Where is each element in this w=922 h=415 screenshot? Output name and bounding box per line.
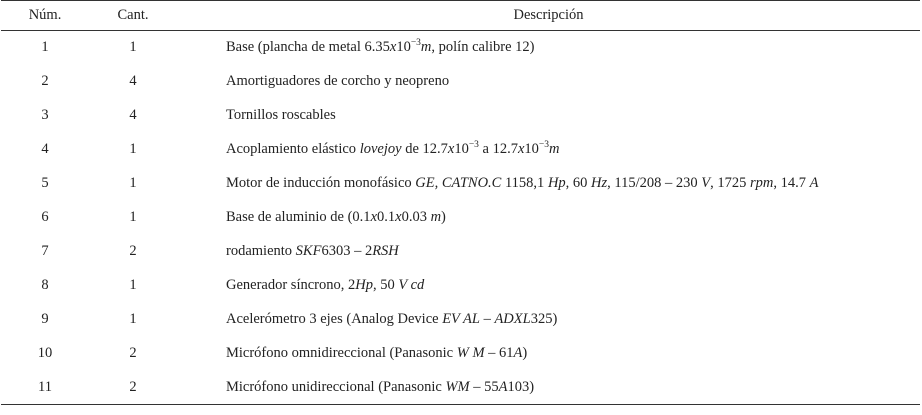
- row-number: 7: [41, 243, 49, 259]
- row-quantity: 1: [129, 209, 137, 225]
- description-superscript: −3: [538, 140, 550, 151]
- row-description: [177, 269, 920, 303]
- description-segment: , 115/208 – 230: [607, 175, 702, 191]
- description-segment: 10: [524, 141, 539, 157]
- description-segment: , 50: [372, 277, 399, 293]
- table-row: [1, 337, 920, 371]
- row-quantity: 2: [89, 371, 177, 405]
- description-superscript: −3: [468, 140, 479, 151]
- description-segment: Generador síncrono, 2: [226, 277, 356, 293]
- table-row: [1, 65, 920, 99]
- row-number: 11: [1, 371, 89, 405]
- row-description: [177, 31, 920, 65]
- row-description: [177, 99, 920, 133]
- description-segment: – 61: [484, 345, 514, 361]
- row-description: [177, 337, 920, 371]
- header-num: Núm.: [1, 1, 89, 31]
- description-segment: rodamiento: [226, 243, 296, 259]
- row-description: [177, 167, 920, 201]
- description-segment: A: [809, 175, 819, 191]
- description-segment: ADXL: [494, 311, 531, 327]
- description-segment: m: [420, 39, 432, 56]
- description-segment: V: [701, 175, 711, 191]
- description-segment: Motor de inducción monofásico: [226, 175, 416, 191]
- description-segment: x: [447, 141, 455, 157]
- row-number: 5: [41, 175, 49, 191]
- table-row: [1, 133, 920, 167]
- row-number: 8: [41, 277, 49, 293]
- description-segment: A: [513, 345, 523, 361]
- description-segment: V cd: [398, 277, 425, 293]
- description-segment: 325): [530, 311, 558, 327]
- description-segment: de 12.7: [401, 141, 448, 157]
- row-description: [177, 371, 920, 405]
- description-segment: GE, CATNO.C: [415, 175, 502, 191]
- description-segment: SKF: [295, 243, 322, 259]
- row-quantity: 2: [129, 243, 137, 259]
- row-quantity: 1: [129, 311, 137, 327]
- row-number: 10: [37, 345, 53, 361]
- description-segment: Hp: [355, 277, 373, 293]
- description-segment: Hp: [547, 175, 566, 191]
- table-row: [1, 303, 920, 337]
- row-quantity: 4: [129, 107, 137, 123]
- row-description: [177, 65, 920, 99]
- row-quantity: 4: [129, 73, 137, 89]
- table-row: [1, 201, 920, 235]
- row-number: 1: [41, 39, 49, 56]
- description-segment: 10: [454, 141, 469, 157]
- description-superscript: −3: [410, 38, 421, 49]
- description-segment: x: [517, 141, 525, 157]
- row-description: [177, 303, 920, 337]
- table-row: [1, 235, 920, 269]
- table-row: [1, 167, 920, 201]
- table-row: [1, 269, 920, 303]
- description-segment: x: [395, 209, 402, 225]
- row-description: [177, 235, 920, 269]
- description-segment: , 60: [565, 175, 592, 191]
- description-segment: 0.03: [401, 209, 431, 225]
- description-segment: x: [370, 209, 377, 225]
- description-segment: Base de aluminio de (0.1: [226, 209, 371, 225]
- description-segment: m: [430, 209, 442, 225]
- table-header: [1, 1, 920, 31]
- description-segment: ): [522, 345, 528, 361]
- header-desc: Descripción: [177, 1, 920, 31]
- row-number: 2: [41, 73, 49, 89]
- description-segment: –: [479, 311, 495, 327]
- description-segment: , polín calibre 12): [431, 39, 535, 56]
- description-segment: EV AL: [442, 311, 480, 327]
- description-segment: 6303 – 2: [321, 243, 373, 259]
- description-segment: Acelerómetro 3 ejes (Analog Device: [226, 311, 443, 327]
- row-description: [177, 201, 920, 235]
- description-segment: Base (plancha de metal 6.35: [226, 39, 390, 56]
- row-quantity: 2: [129, 345, 137, 361]
- description-segment: lovejoy: [359, 141, 402, 157]
- description-segment: , 14.7: [773, 175, 810, 191]
- description-segment: Amortiguadores de corcho y neopreno: [226, 73, 450, 89]
- description-segment: – 55: [469, 378, 499, 395]
- description-segment: m: [549, 141, 560, 157]
- description-segment: Micrófono unidireccional (Panasonic: [226, 378, 446, 395]
- description-segment: 103): [507, 378, 535, 395]
- description-segment: 0.1: [377, 209, 396, 225]
- description-segment: A: [498, 378, 508, 395]
- description-segment: Micrófono omnidireccional (Panasonic: [226, 345, 457, 361]
- description-segment: RSH: [372, 243, 399, 259]
- description-segment: Acoplamiento elástico: [226, 141, 360, 157]
- description-segment: , 1725: [710, 175, 751, 191]
- table-row: [1, 31, 920, 65]
- header-row: [1, 1, 920, 31]
- components-table: [1, 0, 920, 405]
- row-quantity: 1: [129, 141, 137, 157]
- description-segment: 10: [396, 39, 411, 56]
- description-segment: 1158,1: [501, 175, 548, 191]
- description-segment: Hz: [591, 175, 608, 191]
- row-number: 4: [41, 141, 49, 157]
- description-segment: rpm: [750, 175, 774, 191]
- description-segment: Tornillos roscables: [226, 107, 336, 123]
- header-qty: Cant.: [89, 1, 177, 31]
- description-segment: ): [441, 209, 446, 225]
- row-quantity: 1: [129, 175, 137, 191]
- row-quantity: 1: [129, 277, 137, 293]
- table-row: [1, 371, 920, 405]
- description-segment: WM: [445, 378, 470, 395]
- row-description: [177, 133, 920, 167]
- row-number: 3: [41, 107, 49, 123]
- table-row: [1, 99, 920, 133]
- description-segment: W M: [456, 345, 485, 361]
- description-segment: a 12.7: [478, 141, 518, 157]
- table-body: [1, 31, 920, 405]
- row-number: 9: [41, 311, 49, 327]
- row-number: 6: [41, 209, 49, 225]
- row-quantity: 1: [129, 39, 137, 56]
- description-segment: x: [389, 39, 397, 56]
